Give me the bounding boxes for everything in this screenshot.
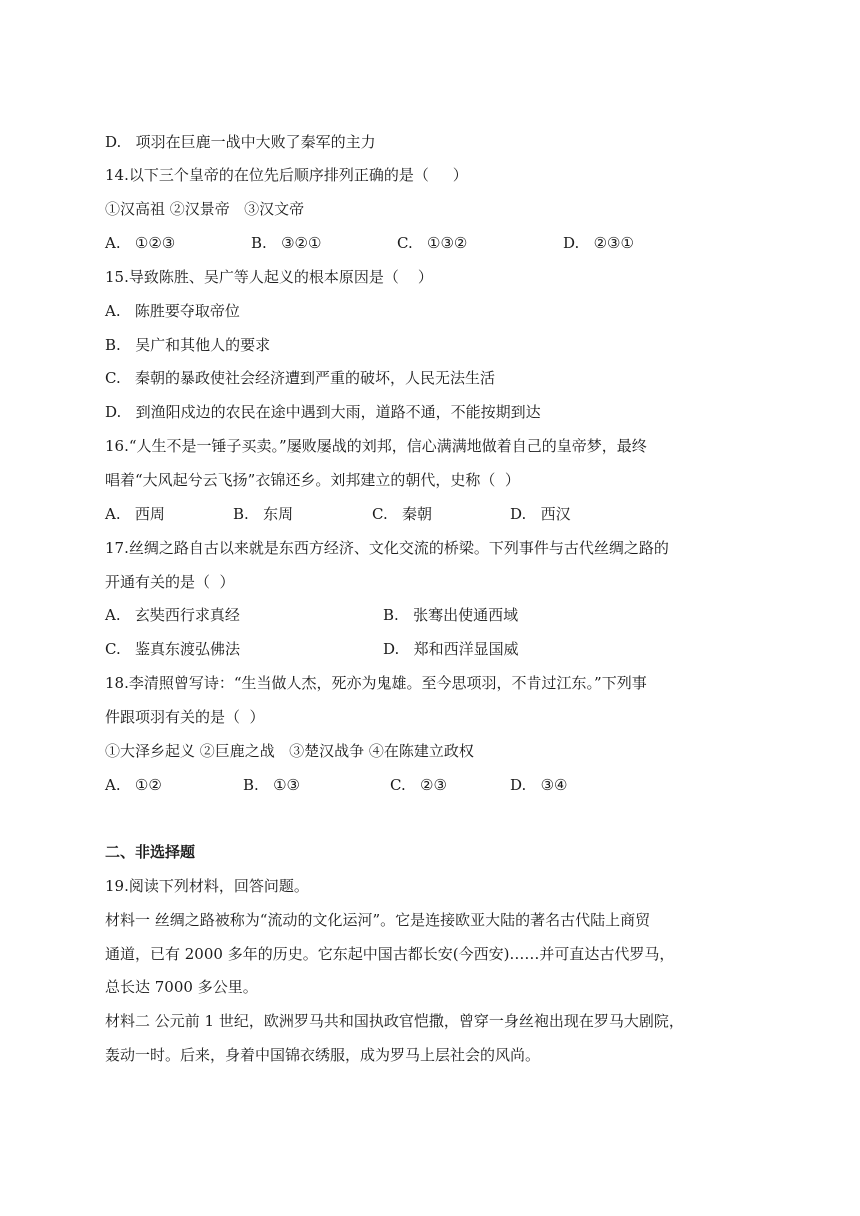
q16-stem-line2: 唱着“大风起兮云飞扬”衣锦还乡。刘邦建立的朝代，史称（ ） (105, 471, 520, 489)
q17-stem-line1: 17.丝绸之路自古以来就是东西方经济、文化交流的桥梁。下列事件与古代丝绸之路的 (105, 539, 669, 557)
q19-material1-line2: 通道，已有 2000 多年的历史。它东起中国古都长安(今西安)……并可直达古代罗马， (105, 945, 675, 963)
q18-stem-line2: 件跟项羽有关的是（ ） (105, 708, 265, 726)
q17-option-b: B. 张骞出使通西域 (383, 606, 519, 624)
q19-material2-line1: 材料二 公元前 1 世纪，欧洲罗马共和国执政官恺撒，曾穿一身丝袍出现在罗马大剧院， (105, 1012, 684, 1030)
q15-option-a: A. 陈胜要夺取帝位 (105, 302, 240, 320)
q16-option-a: A. 西周 (105, 505, 165, 523)
q16-option-d: D. 西汉 (510, 505, 571, 523)
q18-option-d: D. ③④ (510, 776, 568, 794)
q17-option-d: D. 郑和西洋显国威 (383, 640, 519, 658)
q18-option-c: C. ②③ (390, 776, 447, 794)
q19-stem: 19.阅读下列材料，回答问题。 (105, 877, 309, 895)
q15-option-c: C. 秦朝的暴政使社会经济遭到严重的破坏，人民无法生活 (105, 369, 496, 387)
q16-option-b: B. 东周 (233, 505, 294, 523)
q19-material1-line1: 材料一 丝绸之路被称为“流动的文化运河”。它是连接欧亚大陆的著名古代陆上商贸 (105, 911, 651, 929)
q14-option-a: A. ①②③ (105, 234, 176, 252)
q17-option-a: A. 玄奘西行求真经 (105, 606, 240, 624)
q18-option-b: B. ①③ (243, 776, 300, 794)
q19-material2-line2: 轰动一时。后来，身着中国锦衣绣服，成为罗马上层社会的风尚。 (105, 1046, 541, 1064)
q18-stem-line1: 18.李清照曾写诗：“生当做人杰，死亦为鬼雄。至今思项羽，不肯过江东。”下列事 (105, 674, 647, 692)
q17-option-c: C. 鉴真东渡弘佛法 (105, 640, 241, 658)
q17-stem-line2: 开通有关的是（ ） (105, 573, 235, 591)
q13-option-d: D. 项羽在巨鹿一战中大败了秦军的主力 (105, 133, 376, 151)
q14-option-d: D. ②③① (563, 234, 634, 252)
q16-stem-line1: 16.“人生不是一锤子买卖。”屡败屡战的刘邦，信心满满地做着自己的皇帝梦，最终 (105, 437, 647, 455)
q16-option-c: C. 秦朝 (372, 505, 433, 523)
q14-option-c: C. ①③② (397, 234, 468, 252)
q18-option-a: A. ①② (105, 776, 162, 794)
q18-items: ①大泽乡起义 ②巨鹿之战 ③楚汉战争 ④在陈建立政权 (105, 742, 474, 760)
q15-stem: 15.导致陈胜、吴广等人起义的根本原因是（ ） (105, 268, 433, 286)
q19-material1-line3: 总长达 7000 多公里。 (105, 978, 258, 996)
q14-items: ①汉高祖 ②汉景帝 ③汉文帝 (105, 200, 305, 218)
q15-option-d: D. 到渔阳戍边的农民在途中遇到大雨，道路不通，不能按期到达 (105, 403, 541, 421)
q14-stem: 14.以下三个皇帝的在位先后顺序排列正确的是（ ） (105, 166, 468, 184)
q15-option-b: B. 吴广和其他人的要求 (105, 336, 271, 354)
q14-option-b: B. ③②① (251, 234, 322, 252)
section-heading: 二、非选择题 (105, 843, 196, 861)
